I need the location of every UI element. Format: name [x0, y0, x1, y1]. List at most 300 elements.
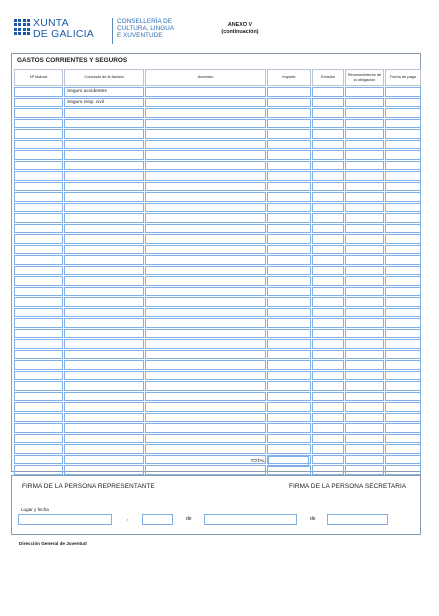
invoice-number-cell[interactable]	[14, 318, 63, 328]
table-row	[14, 161, 421, 171]
creditor-cell[interactable]	[145, 224, 266, 234]
table-row	[14, 245, 421, 255]
concept-cell[interactable]	[64, 255, 144, 265]
concept-cell[interactable]	[64, 171, 144, 181]
issue-date-cell[interactable]	[312, 371, 344, 381]
creditor-cell[interactable]	[145, 444, 266, 454]
creditor-cell[interactable]	[145, 297, 266, 307]
concept-cell[interactable]	[64, 287, 144, 297]
invoice-number-cell[interactable]	[14, 213, 63, 223]
creditor-cell[interactable]	[145, 350, 266, 360]
amount-cell[interactable]	[267, 350, 311, 360]
creditor-cell[interactable]	[145, 339, 266, 349]
issue-date-cell[interactable]	[312, 360, 344, 370]
issue-date-cell[interactable]	[312, 266, 344, 276]
invoice-number-cell[interactable]	[14, 350, 63, 360]
amount-cell[interactable]	[267, 203, 311, 213]
invoice-number-cell[interactable]	[14, 276, 63, 286]
creditor-cell[interactable]	[145, 182, 266, 192]
obligation-cell[interactable]	[345, 339, 384, 349]
amount-cell[interactable]	[267, 161, 311, 171]
date-separator-comma: ,	[127, 516, 129, 522]
amount-cell[interactable]	[267, 140, 311, 150]
creditor-cell[interactable]	[145, 371, 266, 381]
payment-date-cell[interactable]	[385, 318, 421, 328]
obligation-cell[interactable]	[345, 119, 384, 129]
concept-cell[interactable]	[64, 108, 144, 118]
concept-cell[interactable]	[64, 392, 144, 402]
issue-date-cell[interactable]	[312, 381, 344, 391]
invoice-number-cell[interactable]	[14, 287, 63, 297]
payment-date-cell[interactable]	[385, 140, 421, 150]
payment-date-cell[interactable]	[385, 423, 421, 433]
obligation-cell[interactable]	[345, 423, 384, 433]
creditor-cell[interactable]	[145, 381, 266, 391]
payment-date-cell[interactable]	[385, 203, 421, 213]
invoice-number-cell[interactable]	[14, 98, 63, 108]
issue-date-cell[interactable]	[312, 224, 344, 234]
creditor-cell[interactable]	[145, 276, 266, 286]
table-row	[14, 140, 421, 150]
issue-date-cell[interactable]	[312, 234, 344, 244]
issue-date-cell[interactable]	[312, 276, 344, 286]
issue-date-cell[interactable]	[312, 287, 344, 297]
concept-cell[interactable]	[64, 245, 144, 255]
amount-cell[interactable]	[267, 444, 311, 454]
obligation-cell[interactable]	[345, 192, 384, 202]
table-row	[14, 224, 421, 234]
secretary-signature-label: FIRMA DE LA PERSONA SECRETARIA	[289, 483, 407, 490]
concept-cell[interactable]	[64, 339, 144, 349]
payment-date-cell[interactable]	[385, 402, 421, 412]
concept-cell[interactable]	[64, 381, 144, 391]
issue-date-cell[interactable]	[312, 339, 344, 349]
amount-cell[interactable]	[267, 381, 311, 391]
payment-date-cell[interactable]	[385, 329, 421, 339]
table-row	[14, 192, 421, 202]
invoice-number-cell[interactable]	[14, 339, 63, 349]
amount-cell[interactable]	[267, 119, 311, 129]
issue-date-cell[interactable]	[312, 402, 344, 412]
obligation-cell[interactable]	[345, 465, 384, 475]
table-row	[14, 276, 421, 286]
issue-date-cell[interactable]	[312, 297, 344, 307]
issue-date-cell[interactable]	[312, 434, 344, 444]
obligation-cell[interactable]	[345, 87, 384, 97]
payment-date-cell[interactable]	[385, 87, 421, 97]
invoice-number-cell[interactable]	[14, 308, 63, 318]
payment-date-cell[interactable]	[385, 255, 421, 265]
issue-date-cell[interactable]	[312, 413, 344, 423]
amount-cell[interactable]	[267, 87, 311, 97]
concept-cell[interactable]	[64, 140, 144, 150]
table-row	[14, 465, 421, 475]
payment-date-cell[interactable]	[385, 192, 421, 202]
creditor-cell[interactable]	[145, 413, 266, 423]
obligation-cell[interactable]	[345, 234, 384, 244]
concept-cell[interactable]	[64, 444, 144, 454]
payment-date-cell[interactable]	[385, 297, 421, 307]
place-field[interactable]	[18, 514, 112, 525]
obligation-cell[interactable]	[345, 245, 384, 255]
concept-cell[interactable]	[64, 360, 144, 370]
payment-date-cell[interactable]	[385, 213, 421, 223]
invoice-number-cell[interactable]	[14, 423, 63, 433]
obligation-cell[interactable]	[345, 318, 384, 328]
table-header-row	[14, 69, 421, 86]
header-payment-date: Fecha de pago	[385, 69, 421, 86]
obligation-cell[interactable]	[345, 360, 384, 370]
invoice-number-cell[interactable]	[14, 413, 63, 423]
payment-date-cell[interactable]	[385, 287, 421, 297]
payment-date-cell[interactable]	[385, 434, 421, 444]
amount-cell[interactable]	[267, 360, 311, 370]
issue-date-cell[interactable]	[312, 150, 344, 160]
amount-cell[interactable]	[267, 182, 311, 192]
payment-date-cell[interactable]	[385, 98, 421, 108]
invoice-number-cell[interactable]	[14, 224, 63, 234]
concept-cell[interactable]: Seguro resp. civil	[64, 98, 144, 108]
issue-date-cell[interactable]	[312, 161, 344, 171]
concept-cell[interactable]	[64, 192, 144, 202]
payment-date-cell[interactable]	[385, 129, 421, 139]
obligation-cell[interactable]	[345, 455, 384, 465]
obligation-cell[interactable]	[345, 161, 384, 171]
obligation-cell[interactable]	[345, 402, 384, 412]
invoice-number-cell[interactable]	[14, 255, 63, 265]
concept-cell[interactable]	[64, 455, 144, 465]
table-row	[14, 413, 421, 423]
obligation-cell[interactable]	[345, 98, 384, 108]
amount-cell[interactable]	[267, 308, 311, 318]
concept-cell[interactable]	[64, 161, 144, 171]
amount-cell[interactable]	[267, 108, 311, 118]
obligation-cell[interactable]	[345, 297, 384, 307]
issue-date-cell[interactable]	[312, 140, 344, 150]
concept-cell[interactable]	[64, 329, 144, 339]
table-row	[14, 455, 421, 465]
amount-cell[interactable]	[267, 234, 311, 244]
issue-date-cell[interactable]	[312, 455, 344, 465]
invoice-number-cell[interactable]	[14, 140, 63, 150]
payment-date-cell[interactable]	[385, 350, 421, 360]
obligation-cell[interactable]	[345, 150, 384, 160]
issue-date-cell[interactable]	[312, 245, 344, 255]
table-row	[14, 444, 421, 454]
obligation-cell[interactable]	[345, 266, 384, 276]
amount-cell[interactable]	[267, 402, 311, 412]
invoice-number-cell[interactable]	[14, 329, 63, 339]
payment-date-cell[interactable]	[385, 182, 421, 192]
payment-date-cell[interactable]	[385, 444, 421, 454]
amount-cell[interactable]	[267, 266, 311, 276]
annex-subtitle: (continuación)	[221, 29, 259, 35]
issue-date-cell[interactable]	[312, 308, 344, 318]
issue-date-cell[interactable]	[312, 98, 344, 108]
issue-date-cell[interactable]	[312, 465, 344, 475]
concept-cell[interactable]	[64, 308, 144, 318]
creditor-cell[interactable]	[145, 392, 266, 402]
creditor-cell[interactable]	[145, 213, 266, 223]
obligation-cell[interactable]	[345, 381, 384, 391]
concept-cell[interactable]	[64, 423, 144, 433]
creditor-cell[interactable]	[145, 140, 266, 150]
amount-cell[interactable]	[267, 276, 311, 286]
payment-date-cell[interactable]	[385, 360, 421, 370]
creditor-cell[interactable]	[145, 255, 266, 265]
obligation-cell[interactable]	[345, 276, 384, 286]
invoice-number-cell[interactable]	[14, 182, 63, 192]
obligation-cell[interactable]	[345, 308, 384, 318]
obligation-cell[interactable]	[345, 108, 384, 118]
invoice-number-cell[interactable]	[14, 266, 63, 276]
total-amount-field[interactable]	[268, 456, 309, 467]
invoice-number-cell[interactable]	[14, 402, 63, 412]
invoice-number-cell[interactable]	[14, 150, 63, 160]
creditor-cell[interactable]	[145, 129, 266, 139]
amount-cell[interactable]	[267, 297, 311, 307]
creditor-cell[interactable]	[145, 266, 266, 276]
table-row	[14, 392, 421, 402]
obligation-cell[interactable]	[345, 213, 384, 223]
obligation-cell[interactable]	[345, 350, 384, 360]
payment-date-cell[interactable]	[385, 119, 421, 129]
issue-date-cell[interactable]	[312, 318, 344, 328]
issue-date-cell[interactable]	[312, 255, 344, 265]
expenses-table	[13, 68, 422, 476]
obligation-cell[interactable]	[345, 224, 384, 234]
payment-date-cell[interactable]	[385, 150, 421, 160]
creditor-cell[interactable]	[145, 360, 266, 370]
invoice-number-cell[interactable]	[14, 381, 63, 391]
invoice-number-cell[interactable]	[14, 434, 63, 444]
footer-department: Dirección General de Juventud	[19, 541, 87, 546]
payment-date-cell[interactable]	[385, 392, 421, 402]
concept-cell[interactable]	[64, 129, 144, 139]
concept-cell[interactable]	[64, 119, 144, 129]
issue-date-cell[interactable]	[312, 444, 344, 454]
invoice-number-cell[interactable]	[14, 192, 63, 202]
creditor-cell[interactable]	[145, 87, 266, 97]
creditor-cell[interactable]	[145, 402, 266, 412]
obligation-cell[interactable]	[345, 371, 384, 381]
amount-cell[interactable]	[267, 98, 311, 108]
creditor-cell[interactable]	[145, 245, 266, 255]
obligation-cell[interactable]	[345, 434, 384, 444]
payment-date-cell[interactable]	[385, 245, 421, 255]
invoice-number-cell[interactable]	[14, 392, 63, 402]
obligation-cell[interactable]	[345, 413, 384, 423]
table-row	[14, 371, 421, 381]
xunta-logo	[14, 17, 175, 47]
payment-date-cell[interactable]	[385, 413, 421, 423]
concept-cell[interactable]	[64, 266, 144, 276]
amount-cell[interactable]	[267, 192, 311, 202]
invoice-number-cell[interactable]	[14, 129, 63, 139]
concept-cell[interactable]	[64, 434, 144, 444]
table-row	[14, 329, 421, 339]
table-row	[14, 234, 421, 244]
creditor-cell[interactable]	[145, 150, 266, 160]
logo-text-xunta: XUNTA	[33, 17, 69, 29]
obligation-cell[interactable]	[345, 329, 384, 339]
creditor-cell[interactable]	[145, 108, 266, 118]
payment-date-cell[interactable]	[385, 171, 421, 181]
amount-cell[interactable]	[267, 224, 311, 234]
amount-cell[interactable]	[267, 287, 311, 297]
creditor-cell[interactable]	[145, 234, 266, 244]
issue-date-cell[interactable]	[312, 192, 344, 202]
concept-cell[interactable]	[64, 213, 144, 223]
header-obligation: Reconocimiento de la obligación	[345, 69, 384, 86]
obligation-cell[interactable]	[345, 255, 384, 265]
payment-date-cell[interactable]	[385, 455, 421, 465]
invoice-number-cell[interactable]	[14, 245, 63, 255]
section-title: GASTOS CORRIENTES Y SEGUROS	[17, 57, 128, 64]
payment-date-cell[interactable]	[385, 276, 421, 286]
payment-date-cell[interactable]	[385, 224, 421, 234]
invoice-number-cell[interactable]	[14, 203, 63, 213]
obligation-cell[interactable]	[345, 182, 384, 192]
payment-date-cell[interactable]	[385, 234, 421, 244]
amount-cell[interactable]	[267, 413, 311, 423]
payment-date-cell[interactable]	[385, 465, 421, 475]
creditor-cell[interactable]	[145, 287, 266, 297]
invoice-number-cell[interactable]	[14, 360, 63, 370]
creditor-cell[interactable]	[145, 161, 266, 171]
payment-date-cell[interactable]	[385, 308, 421, 318]
obligation-cell[interactable]	[345, 203, 384, 213]
place-date-label: Lugar y fecha	[21, 507, 49, 512]
payment-date-cell[interactable]	[385, 381, 421, 391]
table-row	[14, 150, 421, 160]
invoice-number-cell[interactable]	[14, 455, 63, 465]
concept-cell[interactable]	[64, 402, 144, 412]
amount-cell[interactable]	[267, 423, 311, 433]
amount-cell[interactable]	[267, 150, 311, 160]
amount-cell[interactable]	[267, 129, 311, 139]
amount-cell[interactable]	[267, 339, 311, 349]
table-row	[14, 423, 421, 433]
issue-date-cell[interactable]	[312, 423, 344, 433]
invoice-number-cell[interactable]	[14, 234, 63, 244]
issue-date-cell[interactable]	[312, 203, 344, 213]
obligation-cell[interactable]	[345, 140, 384, 150]
creditor-cell[interactable]	[145, 423, 266, 433]
amount-cell[interactable]	[267, 245, 311, 255]
invoice-number-cell[interactable]	[14, 108, 63, 118]
concept-cell[interactable]	[64, 465, 144, 475]
concept-cell[interactable]	[64, 224, 144, 234]
payment-date-cell[interactable]	[385, 161, 421, 171]
date-separator-de: de	[310, 516, 316, 522]
amount-cell[interactable]	[267, 171, 311, 181]
amount-cell[interactable]	[267, 255, 311, 265]
obligation-cell[interactable]	[345, 287, 384, 297]
amount-cell[interactable]	[267, 434, 311, 444]
concept-cell[interactable]	[64, 276, 144, 286]
day-field[interactable]	[142, 514, 173, 525]
issue-date-cell[interactable]	[312, 171, 344, 181]
invoice-number-cell[interactable]	[14, 444, 63, 454]
table-row	[14, 182, 421, 192]
concept-cell[interactable]	[64, 318, 144, 328]
table-row	[14, 87, 421, 97]
invoice-number-cell[interactable]	[14, 371, 63, 381]
year-field[interactable]	[327, 514, 388, 525]
issue-date-cell[interactable]	[312, 119, 344, 129]
concept-cell[interactable]	[64, 234, 144, 244]
invoice-number-cell[interactable]	[14, 171, 63, 181]
creditor-cell[interactable]	[145, 98, 266, 108]
issue-date-cell[interactable]	[312, 392, 344, 402]
creditor-cell[interactable]	[145, 434, 266, 444]
payment-date-cell[interactable]	[385, 266, 421, 276]
header-amount: Importe	[267, 69, 311, 86]
concept-cell[interactable]: Seguro accidentes	[64, 87, 144, 97]
creditor-cell[interactable]	[145, 465, 266, 475]
issue-date-cell[interactable]	[312, 182, 344, 192]
table-row	[14, 350, 421, 360]
amount-cell[interactable]	[267, 392, 311, 402]
creditor-cell[interactable]	[145, 192, 266, 202]
creditor-cell[interactable]	[145, 329, 266, 339]
obligation-cell[interactable]	[345, 444, 384, 454]
concept-cell[interactable]	[64, 203, 144, 213]
obligation-cell[interactable]	[345, 171, 384, 181]
issue-date-cell[interactable]	[312, 108, 344, 118]
concept-cell[interactable]	[64, 413, 144, 423]
creditor-cell[interactable]	[145, 203, 266, 213]
payment-date-cell[interactable]	[385, 108, 421, 118]
table-row	[14, 318, 421, 328]
invoice-number-cell[interactable]	[14, 297, 63, 307]
creditor-cell[interactable]	[145, 308, 266, 318]
payment-date-cell[interactable]	[385, 371, 421, 381]
concept-cell[interactable]	[64, 350, 144, 360]
table-row	[14, 297, 421, 307]
creditor-cell[interactable]	[145, 171, 266, 181]
creditor-cell[interactable]	[145, 119, 266, 129]
issue-date-cell[interactable]	[312, 329, 344, 339]
invoice-number-cell[interactable]	[14, 87, 63, 97]
amount-cell[interactable]	[267, 213, 311, 223]
month-field[interactable]	[204, 514, 297, 525]
amount-cell[interactable]	[267, 318, 311, 328]
invoice-number-cell[interactable]	[14, 119, 63, 129]
issue-date-cell[interactable]	[312, 350, 344, 360]
header-creditor: Acreedor	[145, 69, 266, 86]
table-row	[14, 129, 421, 139]
header-invoice-concept: Concepto de la factura	[64, 69, 144, 86]
concept-cell[interactable]	[64, 150, 144, 160]
amount-cell[interactable]	[267, 371, 311, 381]
concept-cell[interactable]	[64, 297, 144, 307]
obligation-cell[interactable]	[345, 129, 384, 139]
concept-cell[interactable]	[64, 371, 144, 381]
creditor-cell[interactable]	[145, 318, 266, 328]
issue-date-cell[interactable]	[312, 129, 344, 139]
concept-cell[interactable]	[64, 182, 144, 192]
obligation-cell[interactable]	[345, 392, 384, 402]
invoice-number-cell[interactable]	[14, 465, 63, 475]
department-line: CULTURA, LINGUA	[117, 25, 175, 32]
issue-date-cell[interactable]	[312, 213, 344, 223]
invoice-number-cell[interactable]	[14, 161, 63, 171]
amount-cell[interactable]	[267, 329, 311, 339]
payment-date-cell[interactable]	[385, 339, 421, 349]
issue-date-cell[interactable]	[312, 87, 344, 97]
